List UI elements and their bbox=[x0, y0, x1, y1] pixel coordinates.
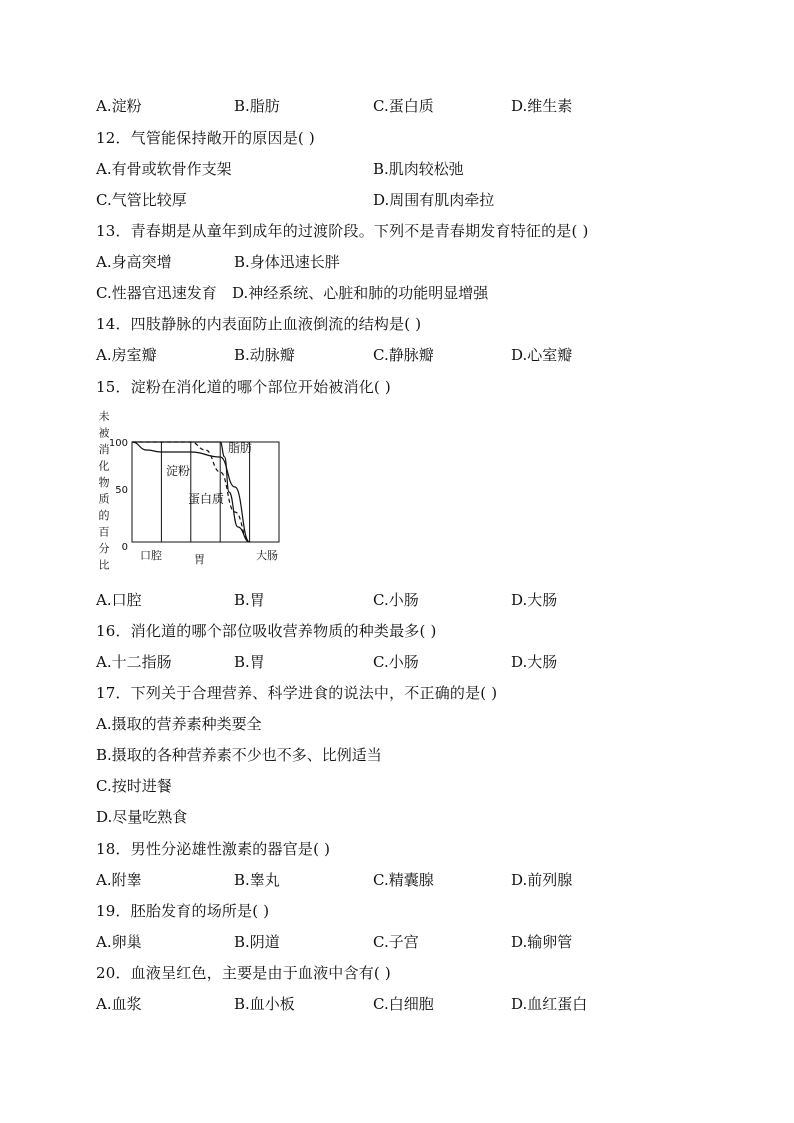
q11-option-d[interactable]: D.维生素 bbox=[511, 97, 573, 115]
q11-option-b[interactable]: B.脂肪 bbox=[234, 97, 280, 115]
q20-stem: 20．血液呈红色，主要是由于血液中含有( ) bbox=[96, 964, 391, 982]
chart-ylabel-char: 百 bbox=[98, 525, 110, 539]
chart-ylabel-char: 消 bbox=[98, 443, 110, 456]
q13-option-c[interactable]: C.性器官迅速发育 bbox=[96, 284, 217, 302]
chart-xtick-large-intestine: 大肠 bbox=[256, 549, 278, 562]
chart-ylabel-char: 物 bbox=[98, 476, 110, 489]
q19-stem: 19．胚胎发育的场所是( ) bbox=[96, 902, 270, 920]
q19-option-a[interactable]: A.卵巢 bbox=[96, 933, 142, 951]
q15-stem: 15．淀粉在消化道的哪个部位开始被消化( ) bbox=[96, 378, 391, 396]
q11-option-c[interactable]: C.蛋白质 bbox=[373, 97, 434, 115]
q20-option-a[interactable]: A.血浆 bbox=[96, 995, 142, 1013]
series-label-starch: 淀粉 bbox=[166, 464, 191, 478]
q15-option-d[interactable]: D.大肠 bbox=[511, 591, 558, 609]
q15-option-a[interactable]: A.口腔 bbox=[96, 591, 142, 609]
q13-option-b[interactable]: B.身体迅速长胖 bbox=[234, 253, 340, 271]
q16-option-a[interactable]: A.十二指肠 bbox=[96, 653, 172, 671]
q14-option-a[interactable]: A.房室瓣 bbox=[96, 346, 157, 364]
q17-option-c[interactable]: C.按时进餐 bbox=[96, 777, 172, 795]
q19-option-d[interactable]: D.输卵管 bbox=[511, 933, 573, 951]
q12-option-a[interactable]: A.有骨或软骨作支架 bbox=[96, 160, 232, 178]
q16-option-d[interactable]: D.大肠 bbox=[511, 653, 558, 671]
q17-option-d[interactable]: D.尽量吃熟食 bbox=[96, 808, 188, 826]
q18-option-b[interactable]: B.睾丸 bbox=[234, 871, 280, 889]
chart-ytick-100: 100 bbox=[108, 438, 128, 449]
q15-option-b[interactable]: B.胃 bbox=[234, 591, 265, 609]
q18-option-c[interactable]: C.精囊腺 bbox=[373, 871, 434, 889]
chart-y-ticks bbox=[109, 438, 128, 553]
q13-option-a[interactable]: A.身高突增 bbox=[96, 253, 172, 271]
chart-xtick-mouth: 口腔 bbox=[140, 549, 162, 562]
q20-option-c[interactable]: C.白细胞 bbox=[373, 995, 434, 1013]
chart-ytick-50: 50 bbox=[115, 485, 128, 496]
series-label-fat: 脂肪 bbox=[228, 441, 253, 455]
q20-option-b[interactable]: B.血小板 bbox=[234, 995, 295, 1013]
q12-option-c[interactable]: C.气管比较厚 bbox=[96, 191, 187, 209]
q16-option-c[interactable]: C.小肠 bbox=[373, 653, 419, 671]
q18-option-a[interactable]: A.附睾 bbox=[96, 871, 142, 889]
chart-ylabel-char: 未 bbox=[98, 410, 110, 423]
q19-option-c[interactable]: C.子宫 bbox=[373, 933, 419, 951]
q16-stem: 16．消化道的哪个部位吸收营养物质的种类最多( ) bbox=[96, 622, 437, 640]
q13-stem: 13．青春期是从童年到成年的过渡阶段。下列不是青春期发育特征的是( ) bbox=[96, 222, 589, 240]
chart-ylabel-char: 被 bbox=[98, 426, 110, 440]
q14-option-d[interactable]: D.心室瓣 bbox=[511, 346, 573, 364]
chart-ylabel-char: 化 bbox=[98, 459, 110, 473]
chart-ylabel bbox=[99, 409, 110, 572]
q17-option-a[interactable]: A.摄取的营养素种类要全 bbox=[96, 715, 262, 733]
q18-stem: 18．男性分泌雄性激素的器官是( ) bbox=[96, 840, 331, 858]
q12-option-d[interactable]: D.周围有肌肉牵拉 bbox=[373, 191, 495, 209]
chart-ylabel-char: 比 bbox=[98, 558, 110, 572]
chart-ylabel-char: 质 bbox=[98, 492, 110, 506]
q12-option-b[interactable]: B.肌肉较松弛 bbox=[373, 160, 464, 178]
q20-option-d[interactable]: D.血红蛋白 bbox=[511, 995, 588, 1013]
q15-option-c[interactable]: C.小肠 bbox=[373, 591, 419, 609]
chart-xtick-stomach: 胃 bbox=[194, 553, 205, 566]
q17-option-b[interactable]: B.摄取的各种营养素不少也不多、比例适当 bbox=[96, 746, 382, 764]
series-label-protein: 蛋白质 bbox=[188, 492, 225, 506]
q19-option-b[interactable]: B.阴道 bbox=[234, 933, 280, 951]
chart-ylabel-char: 的 bbox=[98, 509, 110, 522]
q18-option-d[interactable]: D.前列腺 bbox=[511, 871, 573, 889]
q14-option-b[interactable]: B.动脉瓣 bbox=[234, 346, 295, 364]
q14-option-c[interactable]: C.静脉瓣 bbox=[373, 346, 434, 364]
q11-option-a[interactable]: A.淀粉 bbox=[96, 97, 142, 115]
q13-option-d[interactable]: D.神经系统、心脏和肺的功能明显增强 bbox=[232, 284, 489, 302]
chart-ytick-0: 0 bbox=[121, 542, 128, 553]
q17-stem: 17．下列关于合理营养、科学进食的说法中，不正确的是( ) bbox=[96, 684, 498, 702]
chart-ylabel-char: 分 bbox=[98, 542, 110, 555]
q14-stem: 14．四肢静脉的内表面防止血液倒流的结构是( ) bbox=[96, 315, 422, 333]
digestion-chart bbox=[96, 408, 296, 583]
q16-option-b[interactable]: B.胃 bbox=[234, 653, 265, 671]
q12-stem: 12．气管能保持敞开的原因是( ) bbox=[96, 129, 315, 147]
